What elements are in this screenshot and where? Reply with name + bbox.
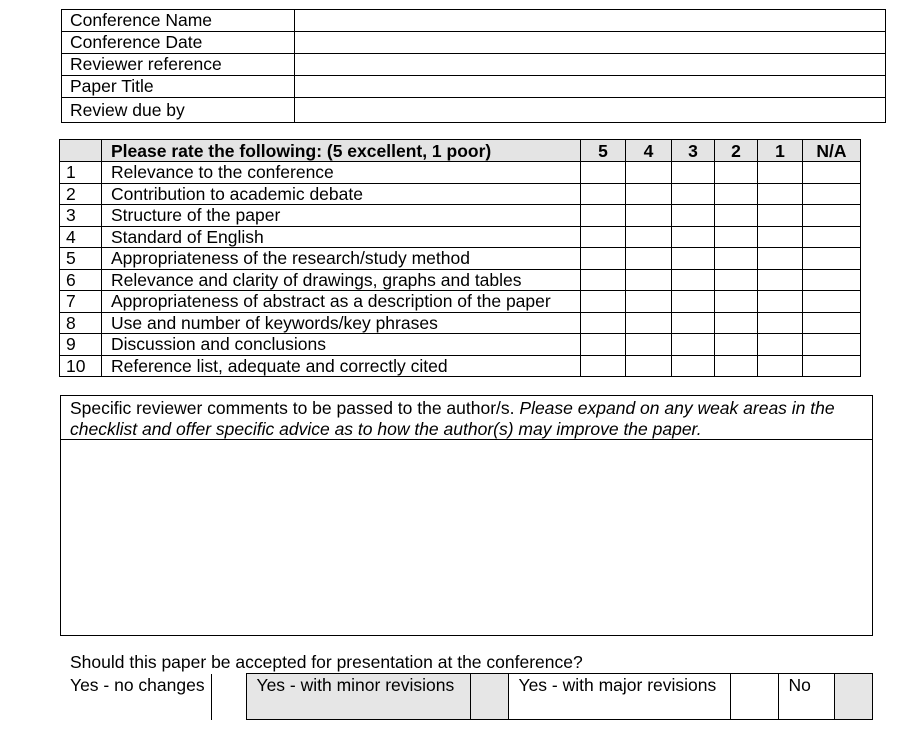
review-due-label: Review due by	[62, 98, 295, 123]
rating-cell[interactable]	[581, 355, 626, 377]
comments-prompt-text: Specific reviewer comments to be passed to the author/s.	[70, 398, 520, 418]
rating-cell[interactable]	[626, 226, 672, 248]
rating-cell[interactable]	[803, 334, 861, 356]
rating-cell[interactable]	[581, 269, 626, 291]
reviewer-comments-field[interactable]	[61, 440, 872, 635]
criterion-number: 1	[60, 162, 102, 184]
comments-prompt-italic: Please expand on any weak areas in the checklist and offer specific advice as to how the author(s) may improve the paper.	[70, 398, 835, 439]
rating-cell[interactable]	[715, 183, 758, 205]
rating-column-na: N/A	[803, 140, 861, 162]
criterion-number: 5	[60, 248, 102, 270]
criterion-number: 3	[60, 205, 102, 227]
rating-cell[interactable]	[626, 312, 672, 334]
criterion-text: Contribution to academic debate	[102, 183, 581, 205]
paper-title-field[interactable]	[295, 76, 886, 98]
rating-cell[interactable]	[758, 312, 803, 334]
rating-cell[interactable]	[715, 334, 758, 356]
criterion-number: 10	[60, 355, 102, 377]
rating-cell[interactable]	[758, 205, 803, 227]
rating-row	[60, 269, 861, 291]
rating-cell[interactable]	[626, 355, 672, 377]
option-no-checkbox[interactable]	[834, 674, 872, 720]
rating-cell[interactable]	[758, 162, 803, 184]
rating-cell[interactable]	[803, 162, 861, 184]
rating-cell[interactable]	[758, 183, 803, 205]
rating-row	[60, 334, 861, 356]
rating-cell[interactable]	[581, 183, 626, 205]
reviewer-reference-field[interactable]	[295, 54, 886, 76]
rating-number-header	[60, 140, 102, 162]
criterion-number: 7	[60, 291, 102, 313]
criterion-text: Relevance and clarity of drawings, graphs and tables	[102, 269, 581, 291]
rating-cell[interactable]	[715, 291, 758, 313]
criterion-number: 9	[60, 334, 102, 356]
criterion-number: 6	[60, 269, 102, 291]
option-yes-major-checkbox[interactable]	[730, 674, 778, 720]
review-due-field[interactable]	[295, 98, 886, 123]
info-row-paper-title	[62, 76, 886, 98]
rating-cell[interactable]	[581, 226, 626, 248]
criterion-text: Reference list, adequate and correctly cited	[102, 355, 581, 377]
rating-cell[interactable]	[626, 205, 672, 227]
rating-column-2: 2	[715, 140, 758, 162]
option-spacer	[211, 674, 246, 720]
criterion-text: Structure of the paper	[102, 205, 581, 227]
rating-row	[60, 248, 861, 270]
rating-cell[interactable]	[803, 226, 861, 248]
rating-cell[interactable]	[758, 226, 803, 248]
rating-cell[interactable]	[581, 291, 626, 313]
info-row-conference-name	[62, 10, 886, 32]
rating-row	[60, 183, 861, 205]
rating-cell[interactable]	[715, 205, 758, 227]
rating-cell[interactable]	[672, 162, 715, 184]
rating-row	[60, 355, 861, 377]
rating-cell[interactable]	[758, 334, 803, 356]
conference-name-field[interactable]	[295, 10, 886, 32]
rating-column-1: 1	[758, 140, 803, 162]
rating-cell[interactable]	[758, 269, 803, 291]
info-row-conference-date	[62, 32, 886, 54]
rating-cell[interactable]	[581, 248, 626, 270]
rating-row	[60, 205, 861, 227]
rating-cell[interactable]	[715, 269, 758, 291]
rating-cell[interactable]	[803, 183, 861, 205]
rating-cell[interactable]	[803, 355, 861, 377]
option-yes-major-label: Yes - with major revisions	[508, 674, 730, 720]
rating-cell[interactable]	[672, 226, 715, 248]
rating-cell[interactable]	[626, 248, 672, 270]
option-yes-minor-checkbox[interactable]	[470, 674, 508, 720]
rating-column-4: 4	[626, 140, 672, 162]
criterion-text: Use and number of keywords/key phrases	[102, 312, 581, 334]
conference-date-label: Conference Date	[62, 32, 295, 54]
criterion-number: 8	[60, 312, 102, 334]
rating-cell[interactable]	[626, 291, 672, 313]
conference-date-field[interactable]	[295, 32, 886, 54]
rating-cell[interactable]	[715, 312, 758, 334]
rating-cell[interactable]	[715, 226, 758, 248]
rating-header: Please rate the following: (5 excellent, 1 poor)	[102, 140, 581, 162]
rating-cell[interactable]	[803, 291, 861, 313]
reviewer-comments-box	[60, 395, 873, 636]
rating-row	[60, 312, 861, 334]
rating-cell[interactable]	[672, 205, 715, 227]
rating-cell[interactable]	[581, 205, 626, 227]
criterion-text: Standard of English	[102, 226, 581, 248]
rating-table	[59, 139, 861, 377]
rating-row	[60, 162, 861, 184]
rating-cell[interactable]	[581, 334, 626, 356]
info-row-review-due	[62, 98, 886, 123]
rating-cell[interactable]	[672, 183, 715, 205]
criterion-text: Discussion and conclusions	[102, 334, 581, 356]
rating-cell[interactable]	[581, 312, 626, 334]
criterion-text: Relevance to the conference	[102, 162, 581, 184]
paper-title-label: Paper Title	[62, 76, 295, 98]
rating-cell[interactable]	[758, 291, 803, 313]
decision-table	[60, 673, 873, 720]
rating-cell[interactable]	[626, 269, 672, 291]
rating-cell[interactable]	[758, 355, 803, 377]
rating-column-5: 5	[581, 140, 626, 162]
rating-cell[interactable]	[626, 334, 672, 356]
conference-name-label: Conference Name	[62, 10, 295, 32]
rating-cell[interactable]	[672, 248, 715, 270]
criterion-text: Appropriateness of the research/study method	[102, 248, 581, 270]
criterion-number: 4	[60, 226, 102, 248]
rating-cell[interactable]	[803, 312, 861, 334]
acceptance-question: Should this paper be accepted for presentation at the conference?	[70, 652, 583, 672]
rating-cell[interactable]	[715, 162, 758, 184]
rating-cell[interactable]	[672, 334, 715, 356]
rating-cell[interactable]	[672, 355, 715, 377]
rating-header-row	[60, 140, 861, 162]
rating-cell[interactable]	[672, 291, 715, 313]
criterion-number: 2	[60, 183, 102, 205]
rating-column-3: 3	[672, 140, 715, 162]
rating-cell[interactable]	[581, 162, 626, 184]
rating-row	[60, 226, 861, 248]
rating-cell[interactable]	[758, 248, 803, 270]
option-yes-no-changes-label: Yes - no changes	[60, 674, 211, 720]
rating-cell[interactable]	[626, 162, 672, 184]
reviewer-reference-label: Reviewer reference	[62, 54, 295, 76]
rating-cell[interactable]	[803, 248, 861, 270]
option-yes-minor-label: Yes - with minor revisions	[246, 674, 470, 720]
criterion-text: Appropriateness of abstract as a description of the paper	[102, 291, 581, 313]
rating-cell[interactable]	[672, 269, 715, 291]
rating-row	[60, 291, 861, 313]
rating-cell[interactable]	[803, 269, 861, 291]
rating-cell[interactable]	[715, 248, 758, 270]
option-no-label: No	[778, 674, 834, 720]
rating-cell[interactable]	[715, 355, 758, 377]
paper-info-table	[61, 9, 886, 123]
rating-cell[interactable]	[672, 312, 715, 334]
rating-cell[interactable]	[626, 183, 672, 205]
rating-cell[interactable]	[803, 205, 861, 227]
info-row-reviewer-reference	[62, 54, 886, 76]
reviewer-comments-prompt	[61, 396, 872, 440]
